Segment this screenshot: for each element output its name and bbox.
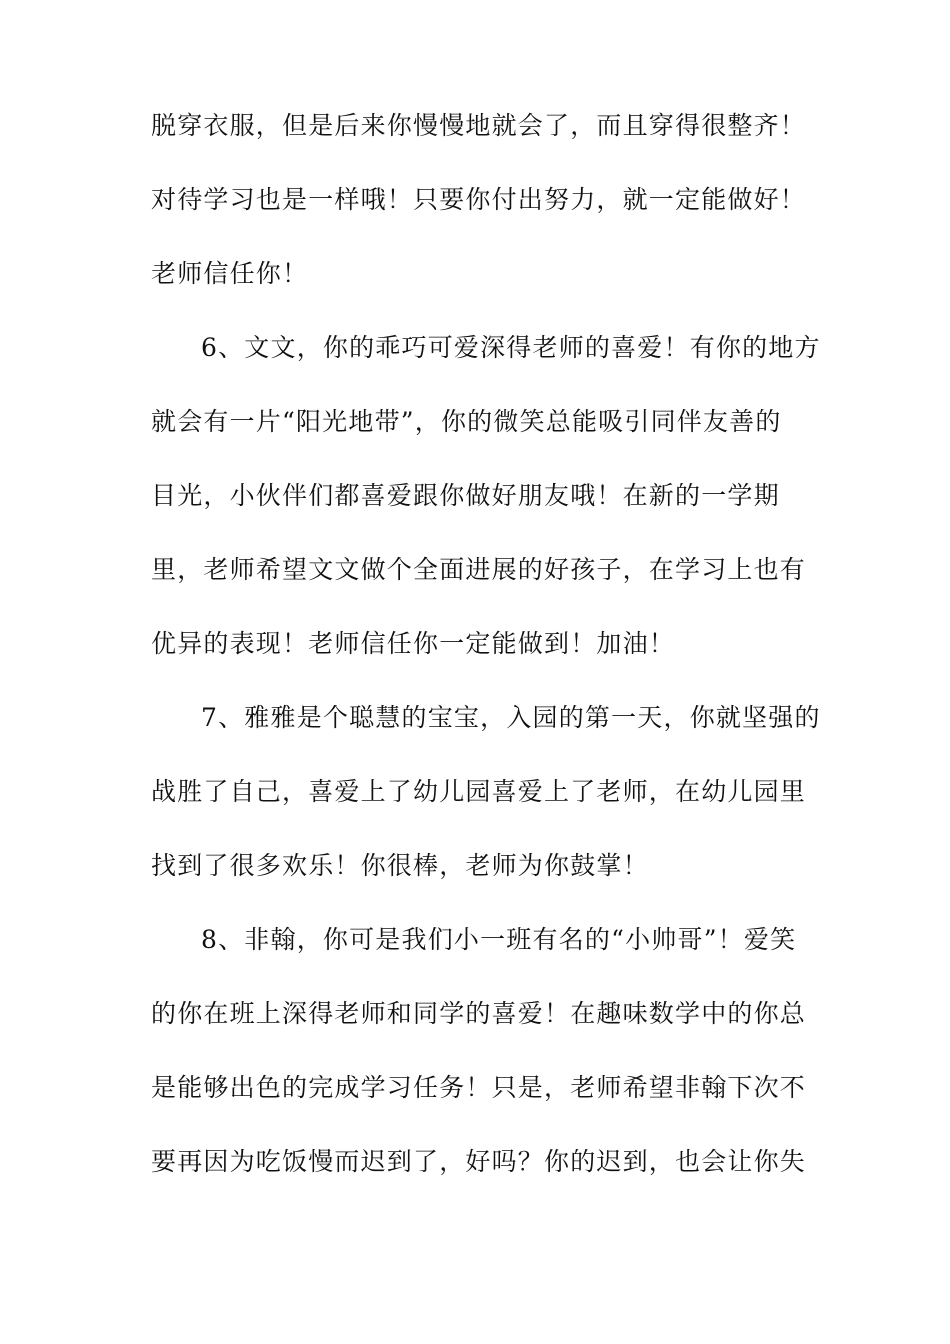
text-line: 目光，小伙伴们都喜爱跟你做好朋友哦！在新的一学期 [151, 481, 780, 510]
text-line: 就会有一片“阳光地带”，你的微笑总能吸引同伴友善的 [151, 407, 782, 436]
paragraph-start-line: 6、文文，你的乖巧可爱深得老师的喜爱！有你的地方 [201, 333, 821, 362]
text-line: 要再因为吃饭慢而迟到了，好吗？你的迟到，也会让你失 [151, 1147, 807, 1176]
paragraph-start-line: 8、非翰，你可是我们小一班有名的“小帅哥”！爱笑 [201, 925, 797, 954]
text-line: 里，老师希望文文做个全面进展的好孩子，在学习上也有 [151, 555, 807, 584]
text-line: 找到了很多欢乐！你很棒，老师为你鼓掌！ [151, 851, 649, 880]
paragraph-start-line: 7、雅雅是个聪慧的宝宝，入园的第一天，你就坚强的 [201, 703, 821, 732]
text-line: 的你在班上深得老师和同学的喜爱！在趣味数学中的你总 [151, 999, 807, 1028]
text-line: 对待学习也是一样哦！只要你付出努力，就一定能做好！ [151, 185, 807, 214]
text-line: 战胜了自己，喜爱上了幼儿园喜爱上了老师，在幼儿园里 [151, 777, 807, 806]
text-line: 老师信任你！ [151, 259, 309, 288]
text-line: 脱穿衣服，但是后来你慢慢地就会了，而且穿得很整齐！ [151, 111, 807, 140]
text-line: 是能够出色的完成学习任务！只是，老师希望非翰下次不 [151, 1073, 807, 1102]
text-line: 优异的表现！老师信任你一定能做到！加油！ [151, 629, 676, 658]
document-body [151, 106, 821, 1216]
